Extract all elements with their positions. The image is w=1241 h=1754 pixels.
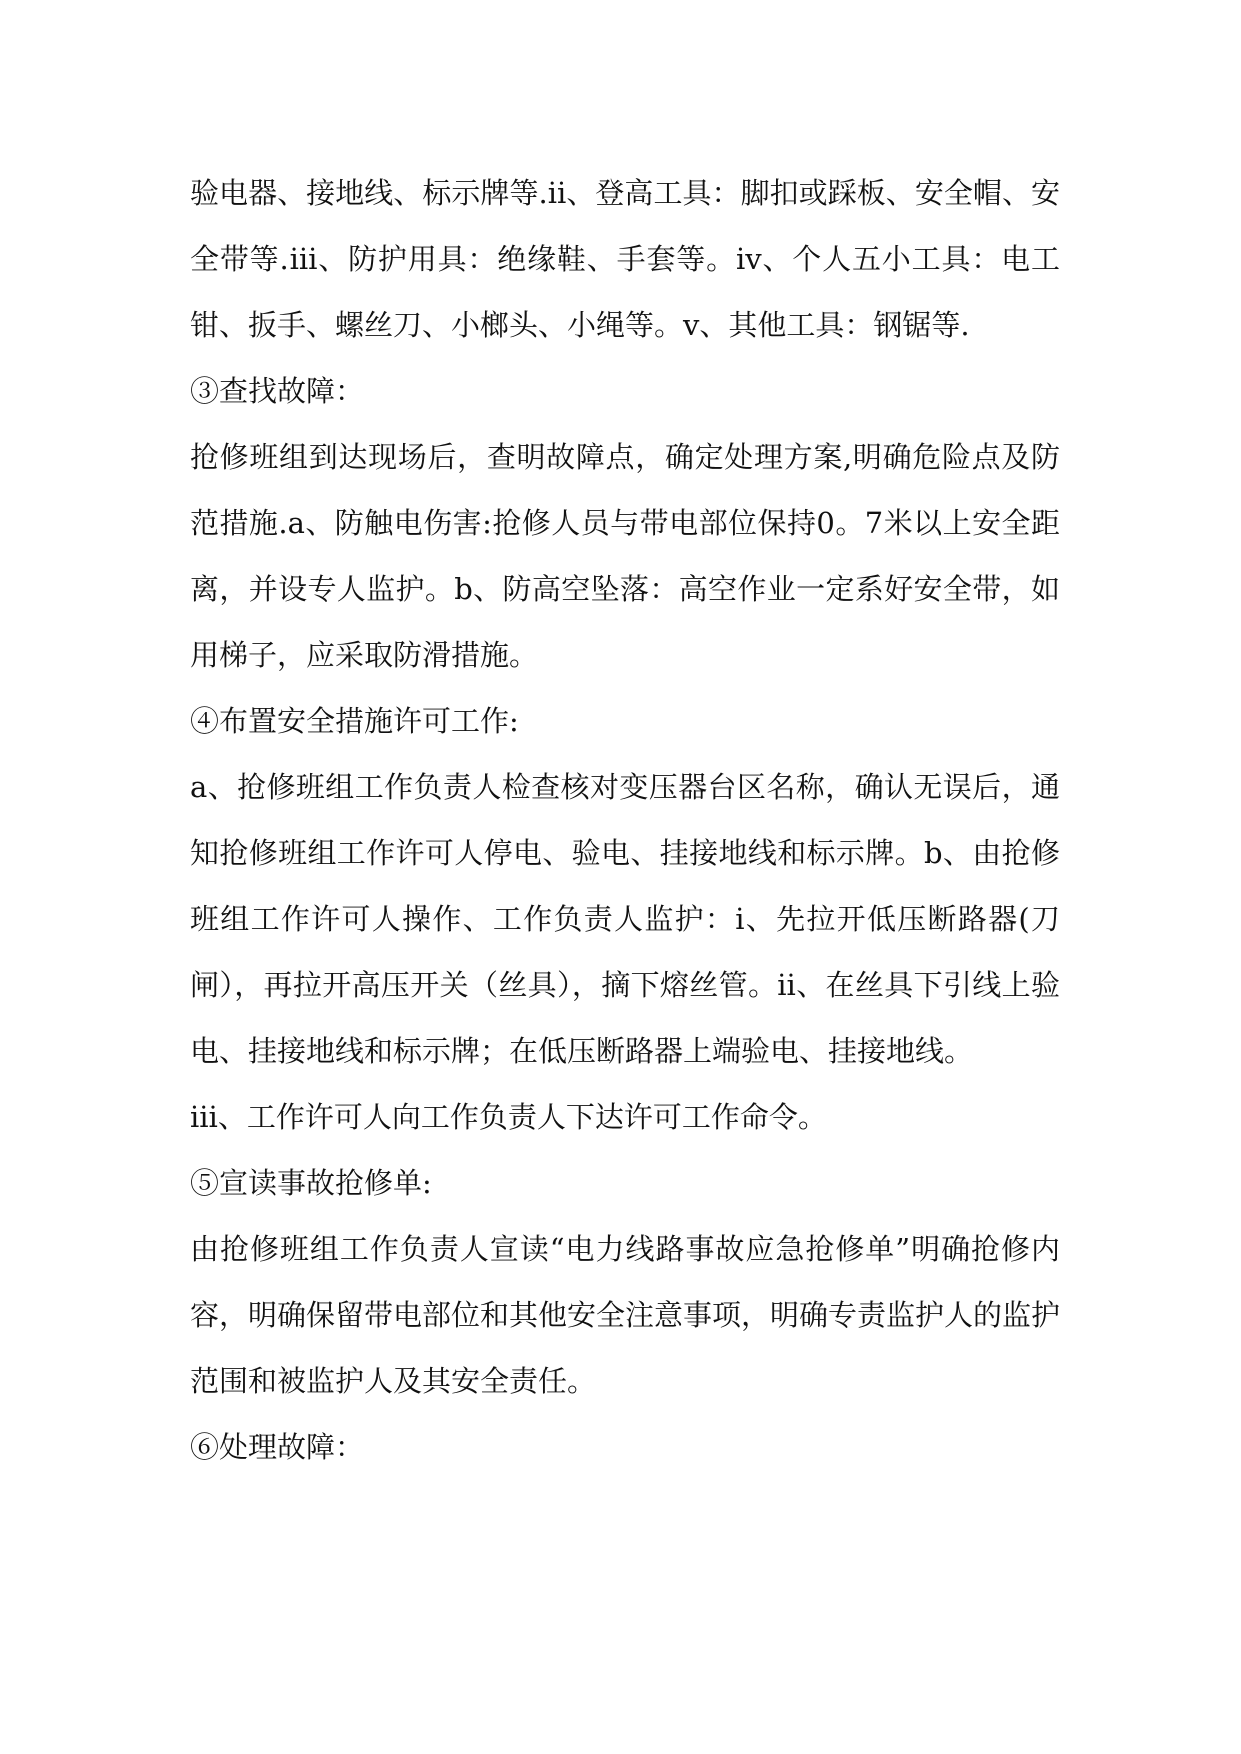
paragraph-tools-list: 验电器、接地线、标示牌等.ⅱ、登高工具：脚扣或踩板、安全帽、安全带等.ⅲ、防护用具：绝缘鞋、手套等。ⅳ、个人五小工具：电工钳、扳手、螺丝刀、小榔头、小绳等。ⅴ、其他工具：钢锯等.	[190, 176, 1060, 342]
paragraph-safety-measures: a、抢修班组工作负责人检查核对变压器台区名称，确认无误后，通知抢修班组工作许可人停电、验电、挂接地线和标示牌。b、由抢修班组工作许可人操作、工作负责人监护：ⅰ、先拉开低压断路器(刀闸），再拉开高压开关（丝具），摘下熔丝管。ⅱ、在丝具下引线上验电、挂接地线和标示牌；在低压断路器上端验电、挂接地线。	[190, 770, 1060, 1068]
paragraph-read-repair-form: 由抢修班组工作负责人宣读“电力线路事故应急抢修单”明确抢修内容，明确保留带电部位和其他安全注意事项，明确专责监护人的监护范围和被监护人及其安全责任。	[190, 1232, 1061, 1398]
heading-find-fault: ③查找故障：	[190, 374, 365, 408]
paragraph-work-permit: ⅲ、工作许可人向工作负责人下达许可工作命令。	[190, 1100, 827, 1134]
heading-safety-measures: ④布置安全措施许可工作:	[190, 704, 519, 738]
heading-read-repair-form: ⑤宣读事故抢修单:	[190, 1166, 432, 1200]
heading-handle-fault: ⑥处理故障：	[190, 1430, 365, 1464]
paragraph-find-fault: 抢修班组到达现场后，查明故障点，确定处理方案,明确危险点及防范措施.a、防触电伤害:抢修人员与带电部位保持0。7米以上安全距离，并设专人监护。b、防高空坠落：高空作业一定系好安全带，如用梯子，应采取防滑措施。	[190, 440, 1060, 672]
document-body	[190, 160, 1060, 1480]
